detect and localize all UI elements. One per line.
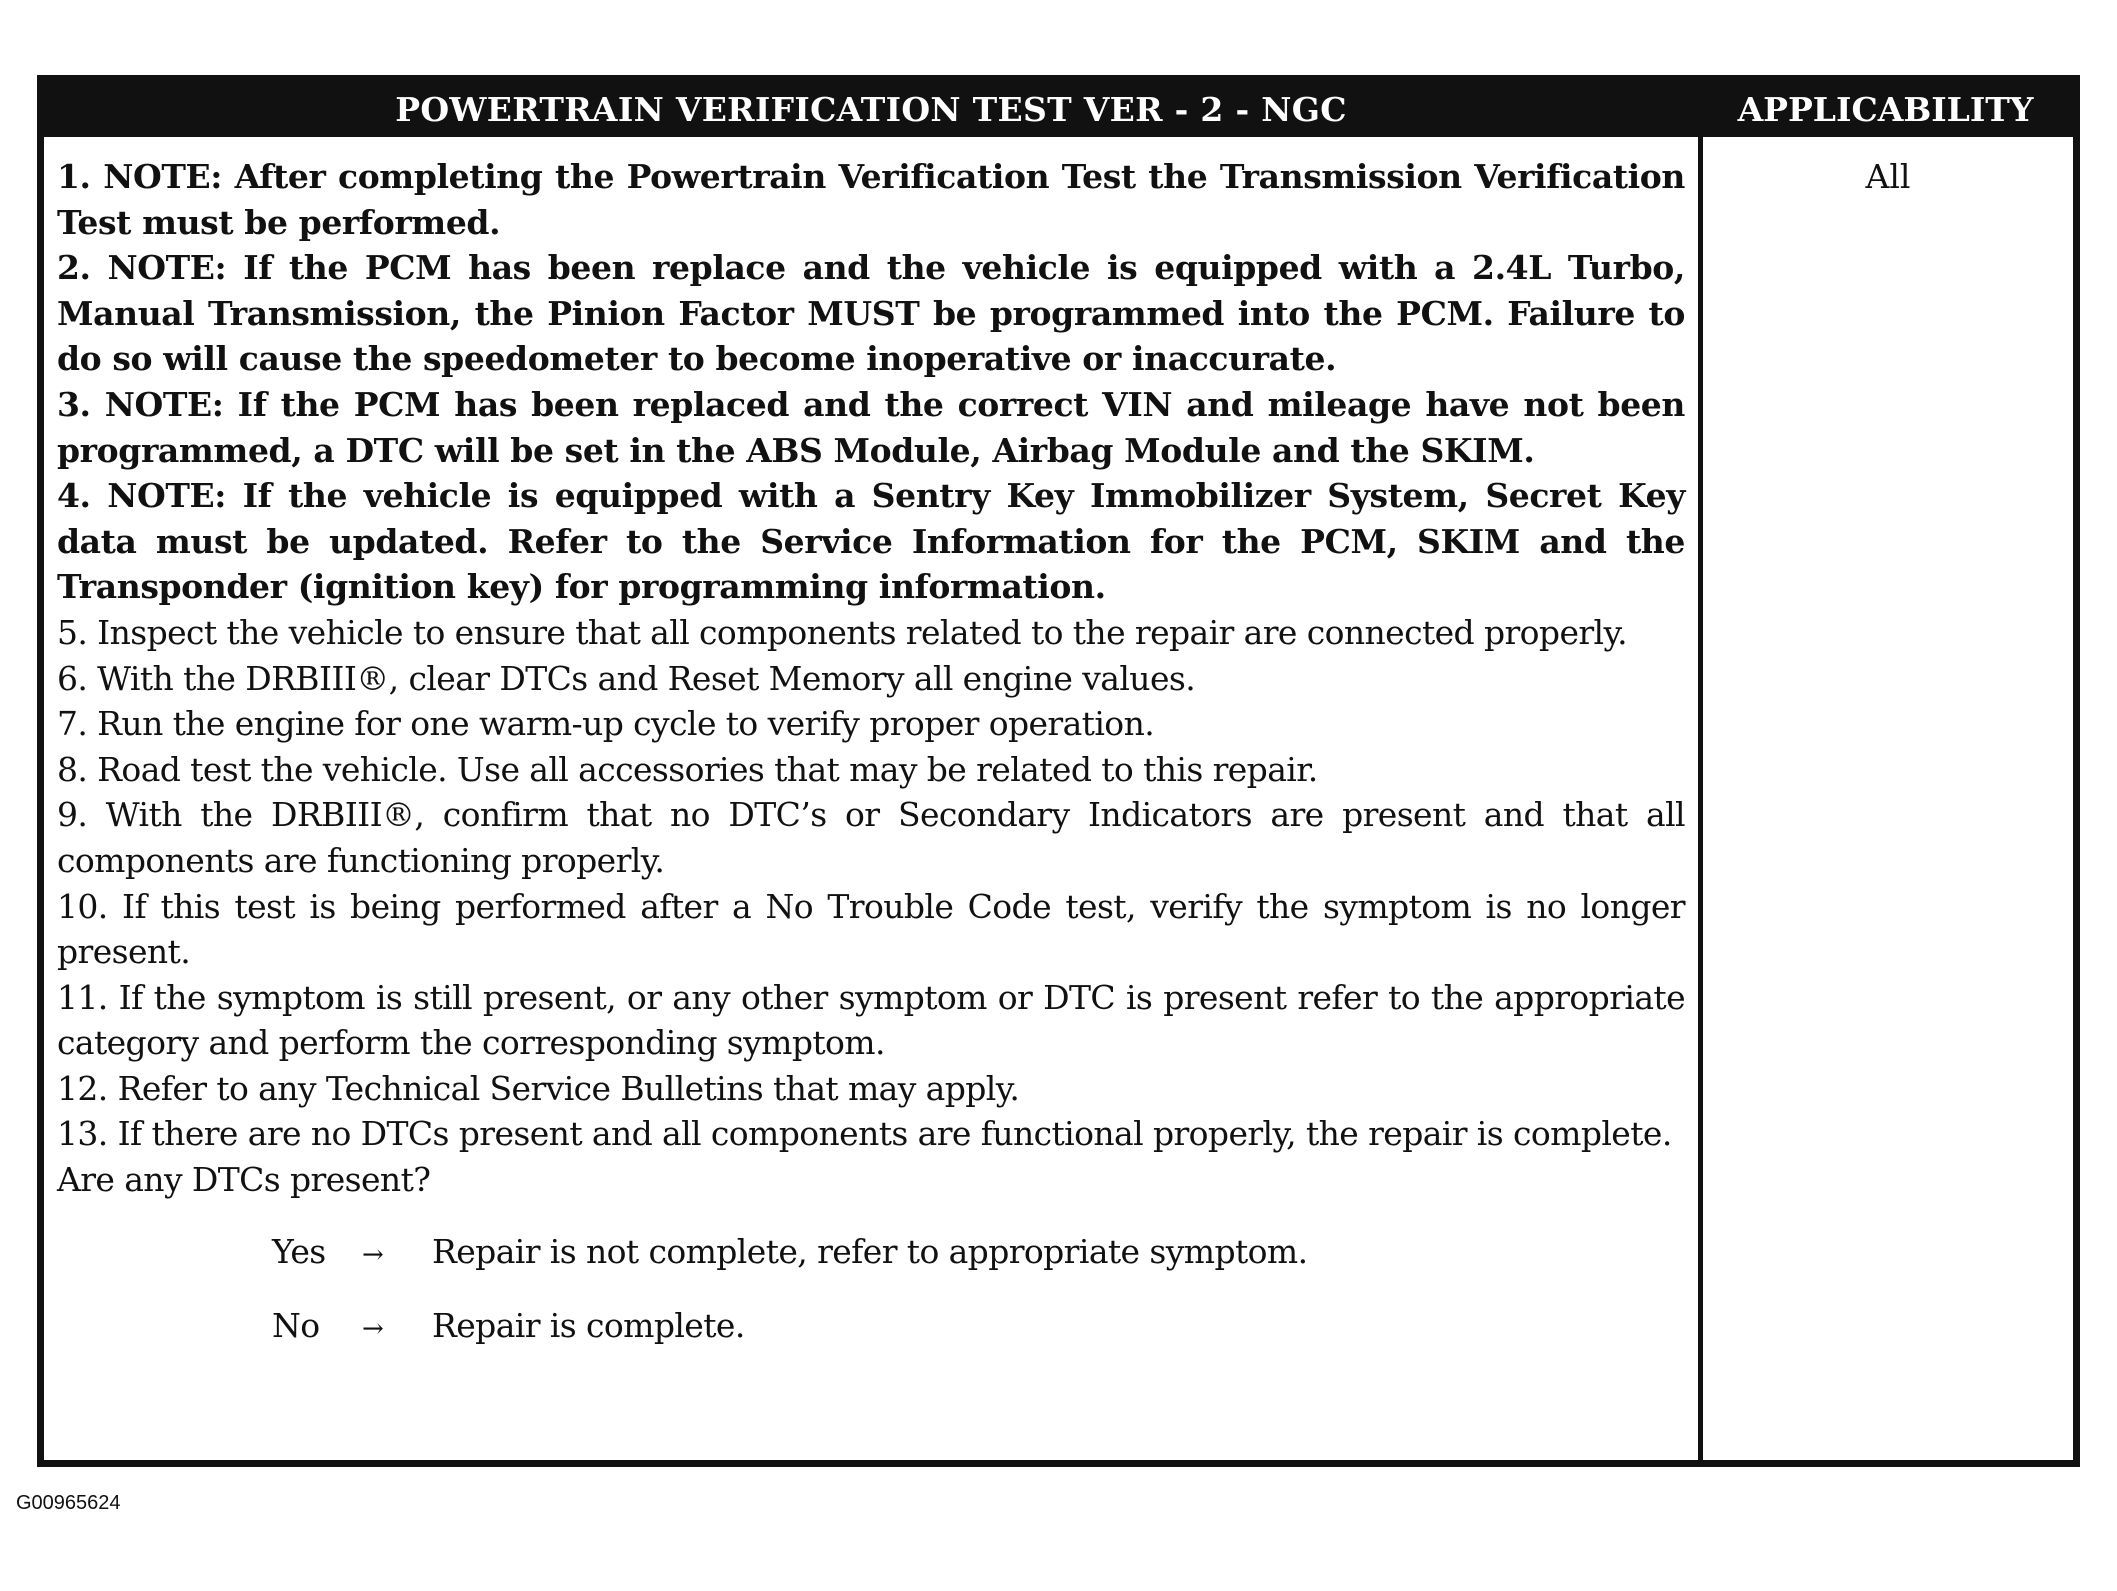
step-12: 12. Refer to any Technical Service Bulletins that may apply. bbox=[57, 1068, 1020, 1108]
step-3: 3. NOTE: If the PCM has been replaced and the correct VIN and mileage have not been programmed, a DTC will be set in the ABS Module, Airbag Module and the SKIM. bbox=[57, 384, 1685, 470]
step-13: 13. If there are no DTCs present and all components are functional properly, the repair is complete. bbox=[57, 1114, 1672, 1154]
answer-list bbox=[57, 1229, 1685, 1377]
step-7: 7. Run the engine for one warm-up cycle to verify proper operation. bbox=[57, 704, 1155, 744]
answer-yes-result: Repair is not complete, refer to appropriate symptom. bbox=[432, 1231, 1308, 1271]
arrow-right-icon: → bbox=[362, 1239, 384, 1270]
answer-no-label: No bbox=[272, 1305, 320, 1345]
procedure-steps bbox=[57, 154, 1685, 1377]
step-5: 5. Inspect the vehicle to ensure that all components related to the repair are connected properly. bbox=[57, 612, 1628, 652]
step-4: 4. NOTE: If the vehicle is equipped with a Sentry Key Immobilizer System, Secret Key data must be updated. Refer to the Service Information for the PCM, SKIM and the Transponder (ignition key) for programming information. bbox=[57, 476, 1685, 607]
verification-test-table bbox=[37, 75, 2080, 1467]
step-9: 9. With the DRBIII®, confirm that no DTC’s or Secondary Indicators are present and that all components are functioning properly. bbox=[57, 795, 1685, 880]
applicability-value: All bbox=[1865, 157, 1911, 196]
answer-no-result: Repair is complete. bbox=[432, 1305, 745, 1345]
step-11: 11. If the symptom is still present, or any other symptom or DTC is present refer to the appropriate category and perform the corresponding symptom. bbox=[57, 977, 1685, 1063]
applicability-header: APPLICABILITY bbox=[1737, 90, 2034, 129]
step-10: 10. If this test is being performed after a No Trouble Code test, verify the symptom is no longer present. bbox=[57, 886, 1685, 972]
figure-id: G00965624 bbox=[16, 1492, 121, 1514]
arrow-right-icon: → bbox=[362, 1313, 384, 1344]
table-header bbox=[44, 82, 2073, 137]
answer-yes-label: Yes bbox=[272, 1231, 326, 1271]
step-6: 6. With the DRBIII®, clear DTCs and Reset Memory all engine values. bbox=[57, 658, 1196, 698]
step-8: 8. Road test the vehicle. Use all accessories that may be related to this repair. bbox=[57, 749, 1318, 789]
table-title: POWERTRAIN VERIFICATION TEST VER - 2 - NGC bbox=[395, 90, 1347, 129]
dtc-question: Are any DTCs present? bbox=[57, 1160, 431, 1200]
answer-no bbox=[57, 1303, 1685, 1377]
step-1: 1. NOTE: After completing the Powertrain Verification Test the Transmission Verification Test must be performed. bbox=[57, 157, 1685, 242]
column-divider bbox=[1698, 137, 1703, 1460]
step-2: 2. NOTE: If the PCM has been replace and the vehicle is equipped with a 2.4L Turbo, Manual Transmission, the Pinion Factor MUST be programmed into the PCM. Failure to do so will cause the speedometer to become inoperative or inaccurate. bbox=[57, 248, 1685, 379]
answer-yes bbox=[57, 1229, 1685, 1303]
